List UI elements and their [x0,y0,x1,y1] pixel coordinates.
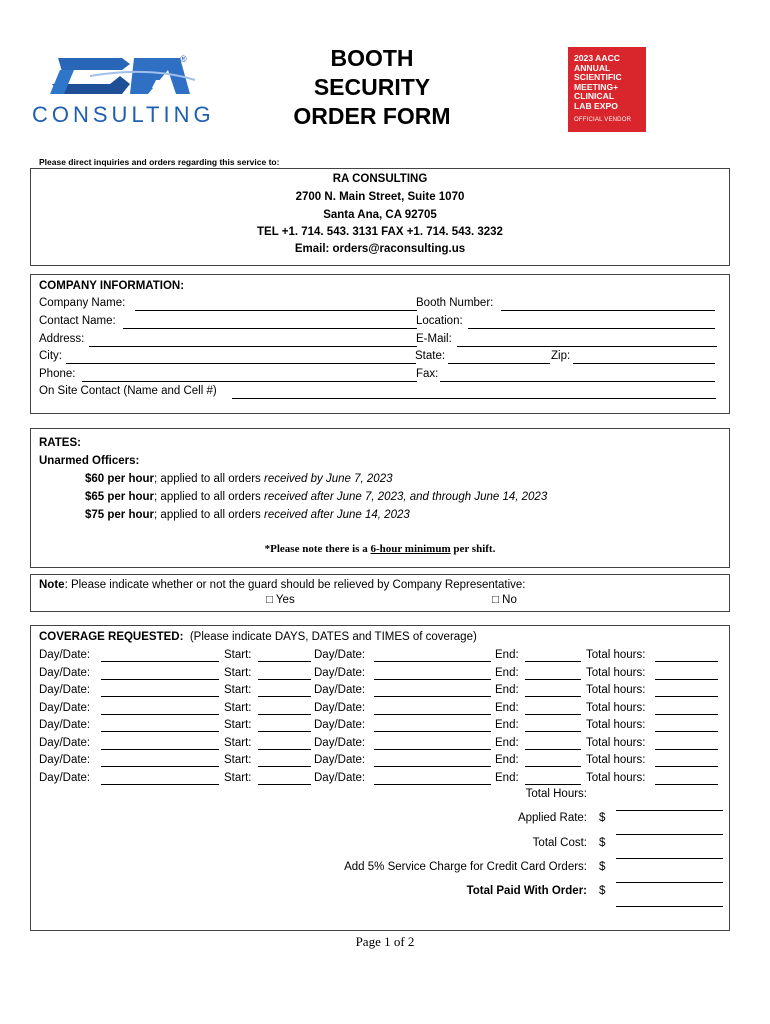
rate-row-3 [85,509,410,521]
day-date-field[interactable] [101,731,219,732]
contact-company: RA CONSULTING [332,173,428,185]
location-field[interactable] [468,328,715,329]
day-date-field[interactable] [101,749,219,750]
rates-subheading: Unarmed Officers: [39,455,140,467]
total-hours-row-field[interactable] [655,731,718,732]
applied-rate-label: Applied Rate: [517,812,587,824]
total-paid-dollar: $ [599,885,606,897]
end-label: End: [495,771,519,784]
coverage-instructions: (Please indicate DAYS, DATES and TIMES of coverage) [189,631,477,643]
coverage-heading [39,631,477,643]
aacc-vendor-badge [568,47,646,132]
end-label: End: [495,754,519,766]
total-hours-row-label: Total hours: [586,754,646,766]
service-charge-label: Add 5% Service Charge for Credit Card Orders: [344,861,587,873]
inquiry-text: Please direct inquiries and orders regarding this service to: [39,157,280,167]
rate-3-condition: received after June 14, 2023 [263,509,410,521]
coverage-row [31,737,729,754]
end-label: End: [495,736,519,749]
total-paid-field[interactable] [616,906,723,907]
day-date-label-2: Day/Date: [314,649,366,661]
start-label: Start: [224,684,252,696]
contact-box [30,168,730,266]
day-date-field-2[interactable] [374,766,491,767]
day-date-label: Day/Date: [39,684,91,696]
badge-line: LAB EXPO [574,100,618,111]
end-field[interactable] [525,661,581,662]
total-hours-row-field[interactable] [655,679,718,680]
note-minimum: 6-hour minimum [370,543,451,555]
end-field[interactable] [525,696,581,697]
total-hours-row-field[interactable] [655,661,718,662]
ra-consulting-logo [30,50,258,132]
total-hours-row-label: Total hours: [586,701,646,714]
day-date-label: Day/Date: [39,719,91,731]
total-cost-field[interactable] [616,858,723,859]
rate-1-price: $60 per hour [85,473,155,485]
total-hours-row-label: Total hours: [586,719,646,731]
coverage-row [31,719,729,736]
total-hours-row-field[interactable] [655,766,718,767]
zip-field[interactable] [573,363,715,364]
phone-field[interactable] [82,381,417,382]
start-label: Start: [224,701,252,714]
day-date-field-2[interactable] [374,731,491,732]
total-cost-dollar: $ [599,837,606,849]
total-hours-row-field[interactable] [655,714,718,715]
contact-city: Santa Ana, CA 92705 [323,209,437,221]
contact-phone: TEL +1. 714. 543. 3131 FAX +1. 714. 543. 3232 [257,226,503,238]
total-hours-row-label: Total hours: [586,771,646,784]
start-field[interactable] [258,714,311,715]
start-field[interactable] [258,679,311,680]
title-line-1: BOOTH [330,45,414,71]
day-date-label-2: Day/Date: [314,719,366,731]
day-date-label-2: Day/Date: [314,754,366,766]
registered-mark: ® [180,54,187,64]
badge-line: SCIENTIFIC [574,72,622,83]
note-label: Note [39,579,65,591]
badge-line: ANNUAL [574,62,611,73]
day-date-field-2[interactable] [374,661,491,662]
day-date-label: Day/Date: [39,649,91,661]
badge-line: CLINICAL [574,91,615,102]
city-field[interactable] [66,363,416,364]
total-hours-row-label: Total hours: [586,649,646,661]
company-info-section [30,274,730,414]
fax-label: Fax: [416,368,439,380]
start-field[interactable] [258,696,311,697]
rate-1-condition: received by June 7, 2023 [263,473,393,485]
rate-2-condition: received after June 7, 2023, and through June 14, 2023 [263,491,548,503]
coverage-title: COVERAGE REQUESTED: [39,631,184,643]
day-date-label: Day/Date: [39,701,91,714]
day-date-field-2[interactable] [374,679,491,680]
day-date-label: Day/Date: [39,771,91,784]
applied-rate-field[interactable] [616,834,723,835]
form-title [282,44,462,131]
onsite-contact-label: On Site Contact (Name and Cell #) [39,385,217,397]
end-field[interactable] [525,679,581,680]
day-date-field[interactable] [101,679,219,680]
booth-number-field[interactable] [501,310,715,311]
total-hours-field[interactable] [616,810,723,811]
end-field[interactable] [525,784,581,785]
start-label: Start: [224,754,252,766]
title-line-2: SECURITY [313,74,431,100]
service-charge-field[interactable] [616,882,723,883]
total-cost-label: Total Cost: [532,837,587,849]
end-field[interactable] [525,749,581,750]
relieved-section [30,574,730,612]
coverage-section [30,625,730,931]
end-label: End: [495,719,519,731]
day-date-field-2[interactable] [374,749,491,750]
rate-3-text: ; applied to all orders [154,509,264,521]
day-date-field-2[interactable] [374,696,491,697]
contact-street: 2700 N. Main Street, Suite 1070 [295,191,465,203]
day-date-label-2: Day/Date: [314,701,366,714]
end-field[interactable] [525,714,581,715]
title-line-3: ORDER FORM [293,103,451,129]
fax-field[interactable] [440,381,715,382]
rate-2-price: $65 per hour [85,491,155,503]
end-field[interactable] [525,766,581,767]
total-hours-row-field[interactable] [655,749,718,750]
note-text: : Please indicate whether or not the guard should be relieved by Company Representative: [64,579,526,591]
rates-section [30,428,730,568]
zip-label: Zip: [551,350,571,362]
total-hours-label: Total Hours: [525,788,587,800]
day-date-label-2: Day/Date: [314,666,366,679]
state-label: State: [415,350,446,362]
end-label: End: [495,701,519,714]
end-label: End: [495,684,519,696]
badge-line: MEETING+ [574,81,619,92]
start-field[interactable] [258,784,311,785]
rate-2-text: ; applied to all orders [154,491,264,503]
email-field[interactable] [457,346,717,347]
company-name-label: Company Name: [39,297,126,309]
location-label: Location: [416,315,463,327]
start-field[interactable] [258,661,311,662]
relieved-note [39,579,525,591]
note-pre: *Please note there is a [264,543,371,555]
rate-1-text: ; applied to all orders [154,473,264,485]
total-hours-row-label: Total hours: [586,736,646,749]
rate-row-2 [85,491,547,503]
service-charge-dollar: $ [599,861,606,873]
logo-wordmark: CONSULTING [32,102,215,127]
contact-name-field[interactable] [123,328,417,329]
end-label: End: [495,666,519,679]
day-date-label: Day/Date: [39,736,91,749]
total-hours-row-label: Total hours: [586,666,646,679]
company-info-heading: COMPANY INFORMATION: [39,280,185,292]
start-label: Start: [224,666,252,679]
coverage-row [31,649,729,666]
start-label: Start: [224,736,252,749]
email-label: E-Mail: [416,333,452,345]
badge-line: 2023 AACC [574,53,621,63]
onsite-contact-field[interactable] [232,398,716,399]
total-hours-row-field[interactable] [655,696,718,697]
relieved-yes-checkbox[interactable]: □ Yes [266,594,295,606]
phone-label: Phone: [39,368,76,380]
badge-footer: OFFICIAL VENDOR [574,117,632,123]
relieved-no-checkbox[interactable]: □ No [492,594,517,606]
day-date-label-2: Day/Date: [314,684,366,696]
coverage-row [31,684,729,701]
city-label: City: [39,350,62,362]
day-date-field[interactable] [101,784,219,785]
rate-3-price: $75 per hour [85,509,155,521]
total-hours-row-field[interactable] [655,784,718,785]
day-date-field[interactable] [101,696,219,697]
start-label: Start: [224,719,252,731]
minimum-shift-note [31,543,729,555]
total-paid-label: Total Paid With Order: [466,885,587,897]
coverage-row [31,702,729,719]
start-field[interactable] [258,749,311,750]
company-name-field[interactable] [135,310,417,311]
day-date-field[interactable] [101,714,219,715]
start-field[interactable] [258,766,311,767]
coverage-row [31,754,729,771]
contact-email: Email: orders@raconsulting.us [294,243,466,255]
address-label: Address: [39,333,85,345]
coverage-row [31,667,729,684]
day-date-label-2: Day/Date: [314,736,366,749]
start-label: Start: [224,649,252,661]
day-date-field[interactable] [101,766,219,767]
day-date-field-2[interactable] [374,714,491,715]
day-date-label: Day/Date: [39,666,91,679]
rates-heading: RATES: [39,437,81,449]
day-date-label-2: Day/Date: [314,771,366,784]
coverage-row [31,772,729,789]
address-field[interactable] [89,346,417,347]
booth-number-label: Booth Number: [416,297,494,309]
day-date-field-2[interactable] [374,784,491,785]
end-label: End: [495,649,519,661]
rate-row-1 [85,473,393,485]
day-date-label: Day/Date: [39,754,91,766]
state-field[interactable] [448,363,550,364]
start-field[interactable] [258,731,311,732]
applied-rate-dollar: $ [599,812,606,824]
end-field[interactable] [525,731,581,732]
contact-name-label: Contact Name: [39,315,116,327]
page-number: Page 1 of 2 [355,934,415,949]
total-hours-row-label: Total hours: [586,684,646,696]
note-post: per shift. [450,543,496,555]
start-label: Start: [224,771,252,784]
day-date-field[interactable] [101,661,219,662]
